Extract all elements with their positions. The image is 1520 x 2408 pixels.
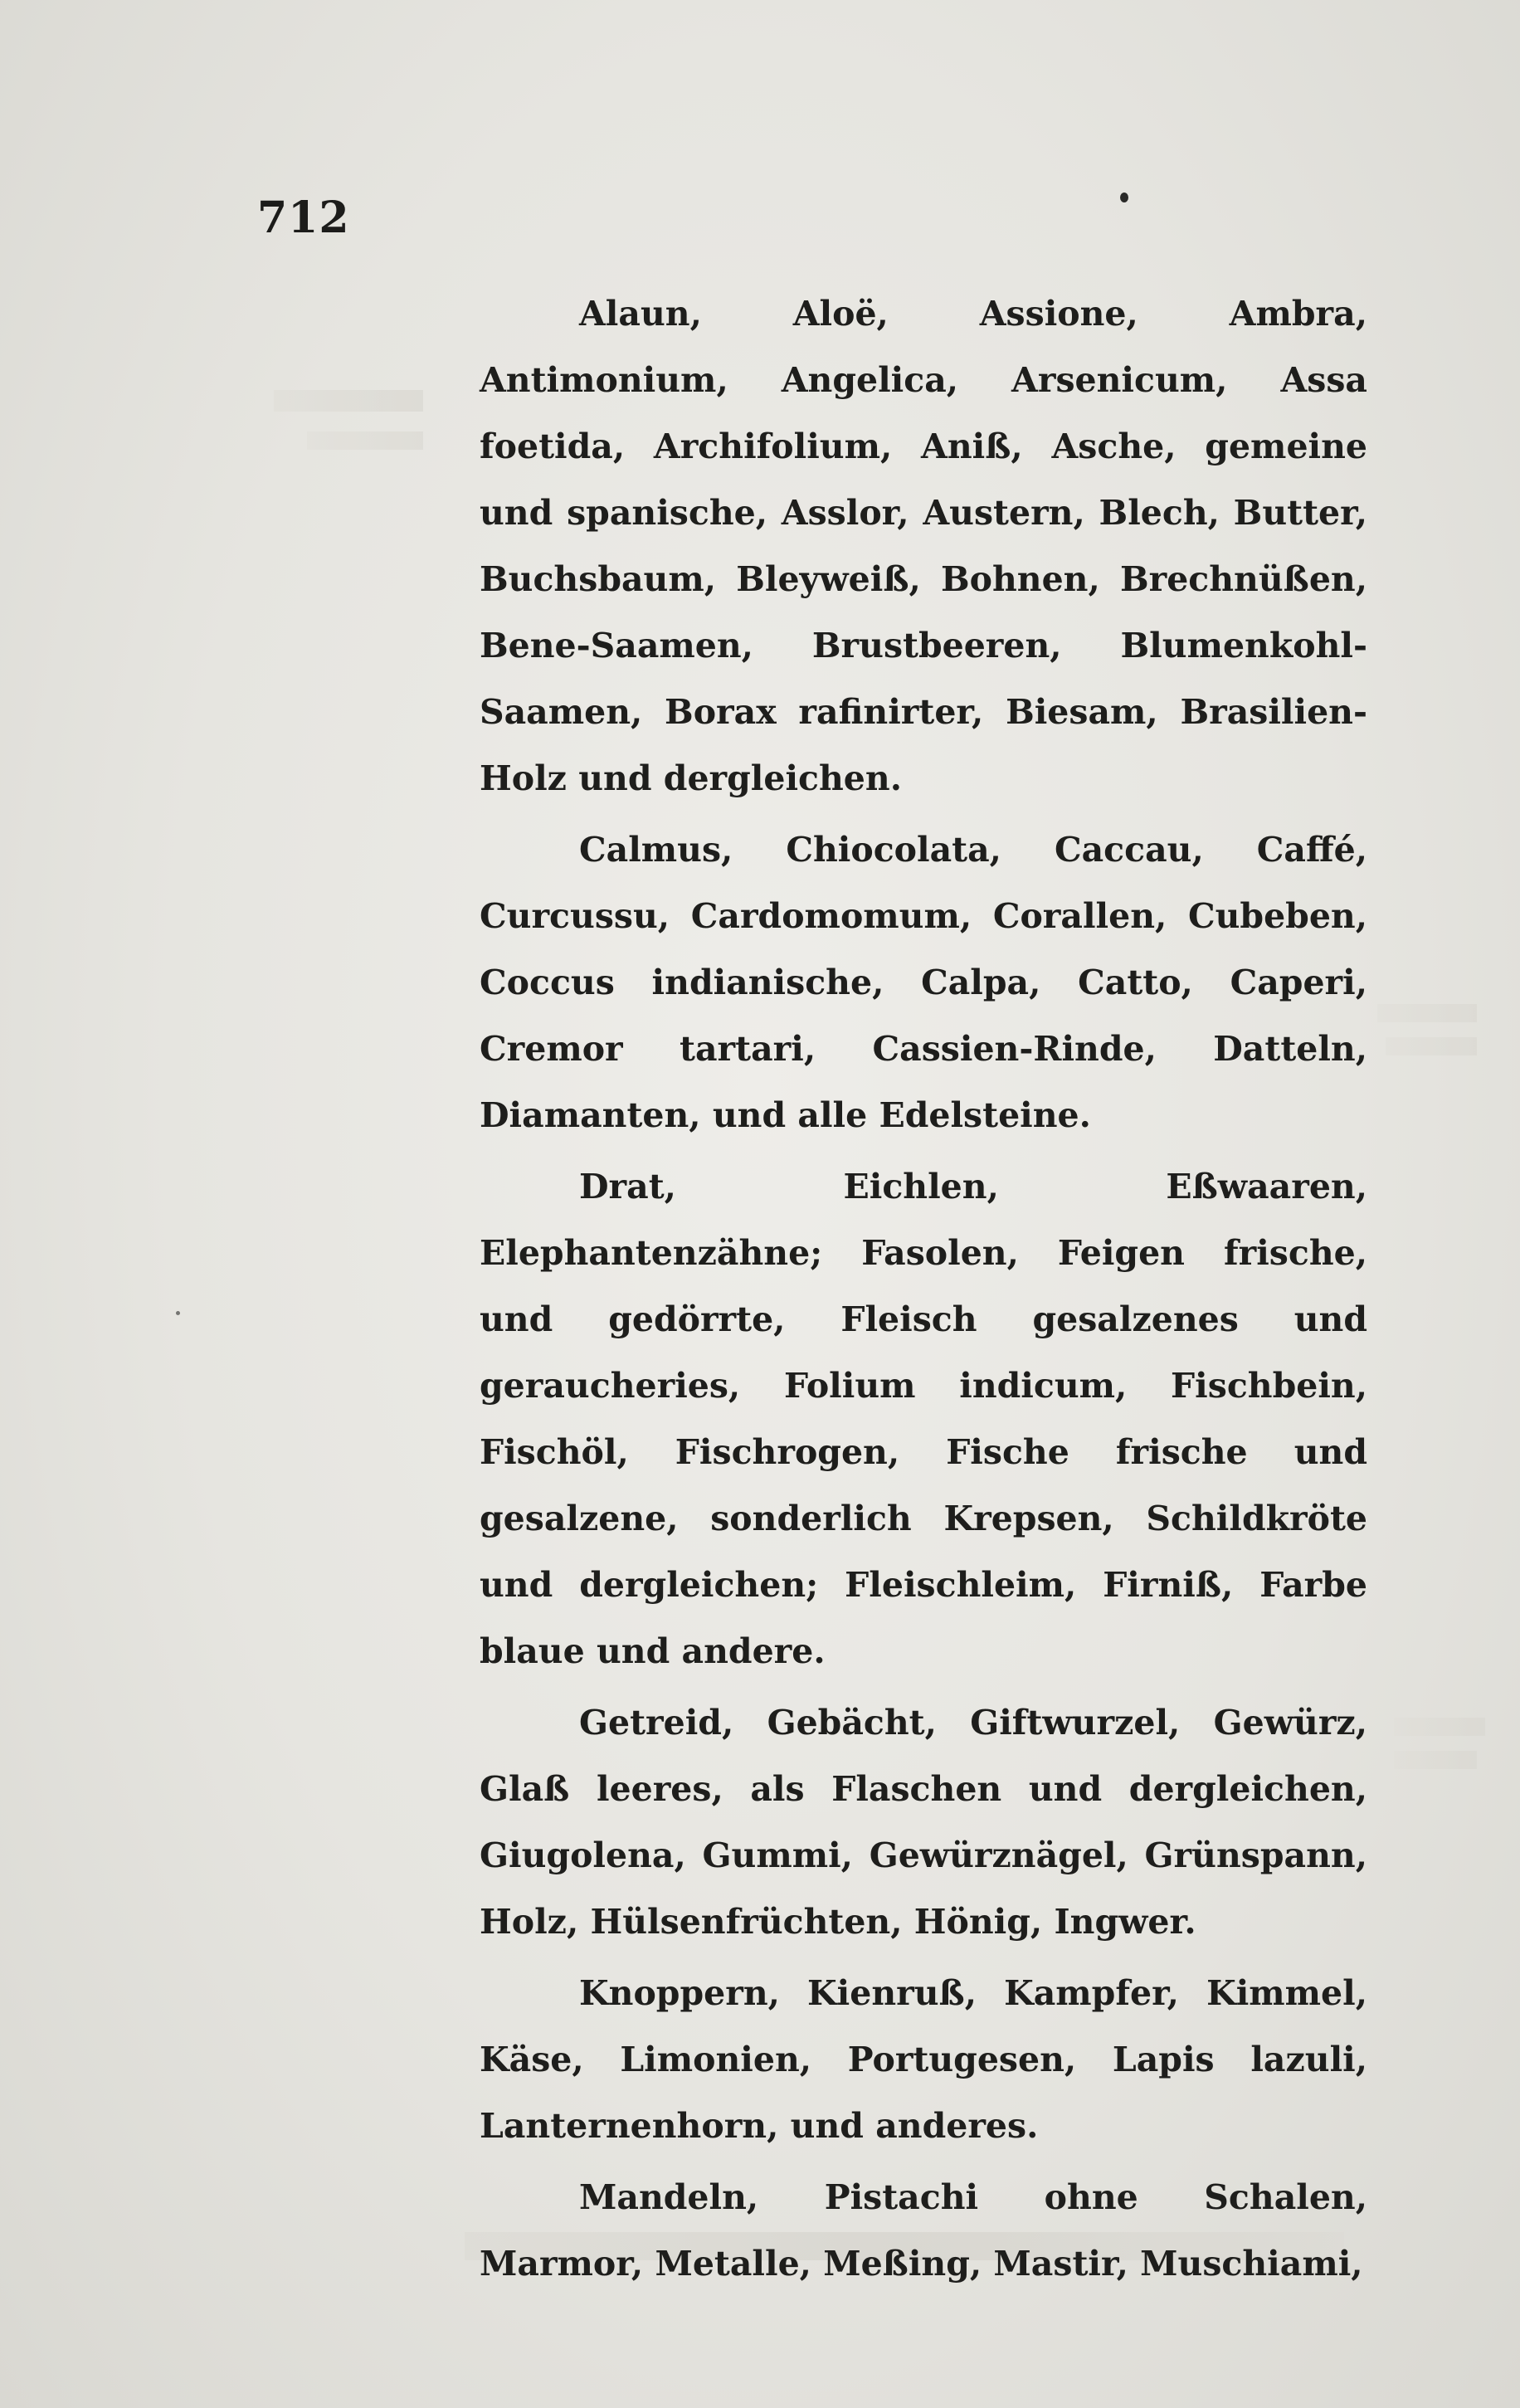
bleed-through-mark <box>1394 1718 1485 1736</box>
bleed-through-mark <box>1394 1751 1477 1769</box>
bleed-through-mark <box>1386 1037 1477 1055</box>
bleed-through-mark <box>274 390 423 412</box>
page-number: 712 <box>257 193 350 243</box>
paragraph: Drat, Eichlen, Eßwaaren, Elephantenzähne; Fasolen, Feigen frische, und gedörrte, Fleisch gesalzenes und geraucheries, Folium indicum, Fischbein, Fischöl, Fischrogen, Fische frische und gesalzene, sonderlich Krepsen, Schildkröte und dergleichen; Fleischleim, Firniß, Farbe blaue und andere. <box>480 1167 1367 1671</box>
bleed-through-mark <box>1377 1004 1477 1022</box>
paragraph: Alaun, Aloë, Assione, Ambra, Antimonium, Angelica, Arsenicum, Assa foetida, Archifolium, Aniß, Asche, gemeine und spanische, Asslor, Austern, Blech, Butter, Buchsbaum, Bleyweiß, Bohnen, Brechnüßen, Bene-Saamen, Brustbeeren, Blumenkohl-Saamen, Borax rafinirter, Biesam, Brasilien-Holz und dergleichen. <box>480 294 1367 798</box>
bleed-through-mark <box>307 431 423 450</box>
ink-speck <box>1120 193 1128 202</box>
paragraph: Getreid, Gebächt, Giftwurzel, Gewürz, Glaß leeres, als Flaschen und dergleichen, Giugolena, Gummi, Gewürznägel, Grünspann, Holz, Hülsenfrüchten, Hönig, Ingwer. <box>480 1703 1367 1942</box>
ink-speck <box>176 1311 180 1315</box>
paragraph: Calmus, Chiocolata, Caccau, Caffé, Curcussu, Cardomomum, Corallen, Cubeben, Coccus indianische, Calpa, Catto, Caperi, Cremor tartari, Cassien-Rinde, Datteln, Diamanten, und alle Edelsteine. <box>480 830 1367 1135</box>
paragraph: Knoppern, Kienruß, Kampfer, Kimmel, Käse, Limonien, Portugesen, Lapis lazuli, Lanternenhorn, und anderes. <box>480 1973 1367 2146</box>
page-body <box>480 280 1367 2302</box>
paragraph: Mandeln, Pistachi ohne Schalen, Marmor, Metalle, Meßing, Mastir, Muschiami, <box>480 2177 1367 2284</box>
